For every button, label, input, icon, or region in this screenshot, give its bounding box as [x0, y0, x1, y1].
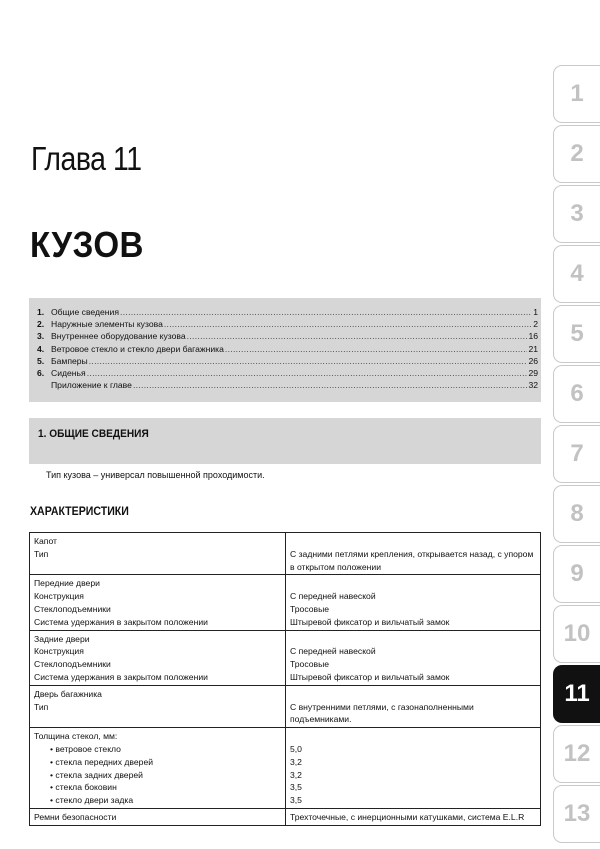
- spec-label-cell: [30, 685, 286, 727]
- spec-value-blank: [290, 688, 536, 701]
- toc-page: 21: [528, 343, 538, 354]
- spec-label: Конструкция: [34, 591, 84, 602]
- spec-label-cell: [30, 630, 286, 685]
- specs-table: [29, 532, 541, 826]
- toc-number: 5.: [37, 355, 45, 366]
- chapter-tab-11[interactable]: 11: [553, 665, 600, 723]
- spec-value: 5,0: [290, 743, 302, 754]
- spec-label: • ветровое стекло: [34, 743, 281, 756]
- chapter-tab-3[interactable]: 3: [553, 185, 600, 243]
- toc-title: Внутреннее оборудование кузова: [51, 331, 186, 342]
- chapter-tab-2[interactable]: 2: [553, 125, 600, 183]
- toc-number: 2.: [37, 319, 45, 330]
- chapter-tab-12[interactable]: 12: [553, 725, 600, 783]
- spec-group-title: Толщина стекол, мм:: [34, 731, 118, 742]
- spec-value-cell: [286, 728, 541, 809]
- spec-value-blank: [290, 730, 536, 743]
- spec-value: Штыревой фиксатор и вильчатый замок: [290, 671, 450, 682]
- chapter-tab-4[interactable]: 4: [553, 245, 600, 303]
- chapter-tab-7[interactable]: 7: [553, 425, 600, 483]
- toc-entry[interactable]: [37, 343, 538, 355]
- intro-text: Тип кузова – универсал повышенной проходимости.: [46, 470, 265, 480]
- spec-group-title: Задние двери: [34, 633, 90, 644]
- spec-value: 3,5: [290, 795, 302, 806]
- chapter-tab-5[interactable]: 5: [553, 305, 600, 363]
- table-of-contents: [29, 298, 541, 402]
- toc-page: 32: [528, 380, 538, 391]
- spec-value: 3,2: [290, 769, 302, 780]
- spec-group-title: Дверь багажника: [34, 688, 102, 699]
- chapter-label: Глава 11: [31, 140, 142, 177]
- spec-label: Система удержания в закрытом положении: [34, 671, 208, 682]
- spec-label-cell: [30, 533, 286, 575]
- spec-value-blank: [290, 535, 536, 548]
- spec-label: Стеклоподъемники: [34, 659, 111, 670]
- toc-number: 3.: [37, 331, 45, 342]
- spec-value: 3,2: [290, 756, 302, 767]
- spec-label-cell: [30, 808, 286, 825]
- toc-leader: [225, 343, 528, 355]
- toc-page: 1: [533, 307, 538, 317]
- spec-value: 3,5: [290, 782, 302, 793]
- spec-value-cell: [286, 630, 541, 685]
- spec-value-cell: [286, 808, 541, 825]
- spec-value: С передней навеской: [290, 591, 376, 602]
- chapter-tab-13[interactable]: 13: [553, 785, 600, 843]
- section-heading: 1. ОБЩИЕ СВЕДЕНИЯ: [38, 428, 149, 440]
- spec-label: Конструкция: [34, 646, 84, 657]
- spec-label: Стеклоподъемники: [34, 603, 111, 614]
- table-row: [30, 685, 541, 727]
- spec-value: Трехточечные, с инерционными катушками, система E.L.R: [290, 811, 525, 822]
- chapter-tab-1[interactable]: 1: [553, 65, 600, 123]
- toc-leader: [89, 355, 528, 367]
- toc-page: 16: [528, 331, 538, 342]
- table-row: [30, 808, 541, 825]
- table-row: [30, 575, 541, 630]
- spec-label: Система удержания в закрытом положении: [34, 616, 208, 627]
- table-row: [30, 630, 541, 685]
- toc-page: 2: [533, 319, 538, 330]
- spec-value-blank: [290, 633, 536, 646]
- spec-value: С задними петлями крепления, открывается назад, с упором в открытом положении: [290, 548, 534, 572]
- chapter-tab-9[interactable]: 9: [553, 545, 600, 603]
- toc-number: 6.: [37, 367, 45, 378]
- toc-leader: [164, 318, 532, 330]
- spec-group-title: Ремни безопасности: [34, 811, 117, 822]
- spec-group-title: Передние двери: [34, 578, 100, 589]
- spec-label: • стекла передних дверей: [34, 756, 281, 769]
- spec-label-cell: [30, 728, 286, 809]
- toc-title: Приложение к главе: [51, 380, 132, 391]
- toc-title: Общие сведения: [51, 307, 119, 317]
- spec-group-title: Капот: [34, 536, 57, 546]
- spec-label-cell: [30, 575, 286, 630]
- spec-label: • стекла задних дверей: [34, 769, 281, 782]
- chapter-tab-10[interactable]: 10: [553, 605, 600, 663]
- spec-value-cell: [286, 575, 541, 630]
- toc-page: 29: [528, 367, 538, 378]
- specs-heading: ХАРАКТЕРИСТИКИ: [30, 506, 129, 518]
- toc-entry[interactable]: [37, 355, 538, 367]
- table-row: [30, 533, 541, 575]
- spec-value-blank: [290, 577, 536, 590]
- chapter-title: КУЗОВ: [30, 224, 144, 265]
- spec-value-cell: [286, 685, 541, 727]
- toc-number: 4.: [37, 343, 45, 354]
- spec-value: Тросовые: [290, 603, 330, 614]
- chapter-tab-8[interactable]: 8: [553, 485, 600, 543]
- spec-value: Штыревой фиксатор и вильчатый замок: [290, 616, 450, 627]
- spec-label: • стекло двери задка: [34, 794, 281, 807]
- toc-leader: [187, 330, 528, 342]
- spec-value-cell: [286, 533, 541, 575]
- toc-number: 1.: [37, 307, 45, 317]
- toc-entry[interactable]: [37, 330, 538, 342]
- spec-label: Тип: [34, 701, 49, 712]
- spec-value: С передней навеской: [290, 646, 376, 657]
- toc-title: Наружные элементы кузова: [51, 319, 163, 330]
- toc-leader: [87, 367, 528, 379]
- toc-leader: [120, 306, 532, 318]
- spec-label: • стекла боковин: [34, 781, 281, 794]
- spec-value: Тросовые: [290, 659, 330, 670]
- toc-entry[interactable]: [37, 379, 538, 391]
- spec-value: С внутренними петлями, с газонаполненными подъемниками.: [290, 701, 474, 725]
- toc-title: Ветровое стекло и стекло двери багажника: [51, 343, 224, 354]
- toc-page: 26: [528, 355, 538, 366]
- section-header-bar: [29, 418, 541, 464]
- toc-leader: [133, 379, 528, 391]
- toc-title: Бамперы: [51, 355, 88, 366]
- toc-title: Сиденья: [51, 367, 86, 378]
- table-row: [30, 728, 541, 809]
- spec-label: Тип: [34, 548, 49, 559]
- toc-entry[interactable]: [37, 318, 538, 330]
- toc-entry[interactable]: [37, 306, 538, 318]
- spec-spacer: [34, 713, 281, 726]
- chapter-tab-6[interactable]: 6: [553, 365, 600, 423]
- toc-entry[interactable]: [37, 367, 538, 379]
